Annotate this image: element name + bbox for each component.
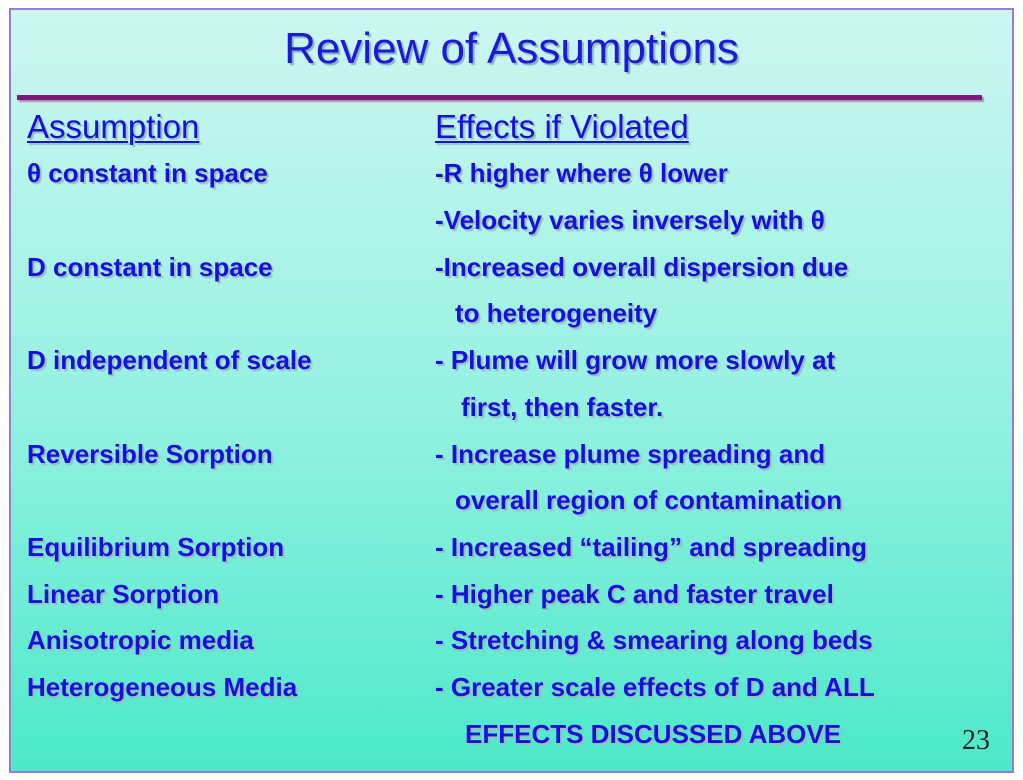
effect-cell: - Higher peak C and faster travel [435, 579, 834, 609]
effect-cell: - Increased “tailing” and spreading [435, 532, 867, 562]
effect-cell: -R higher where θ lower [435, 158, 728, 188]
effect-cell: - Greater scale effects of D and ALL [435, 672, 875, 702]
table-row [11, 392, 1011, 438]
table-row [11, 158, 1011, 204]
table-row [11, 298, 1011, 344]
table-row [11, 485, 1011, 531]
effect-cell: - Increase plume spreading and [435, 439, 826, 469]
slide-title: Review of Assumptions [284, 24, 739, 73]
effect-cell: - Stretching & smearing along beds [435, 625, 873, 655]
table-row [11, 205, 1011, 251]
assumption-cell: Anisotropic media [27, 625, 254, 655]
assumption-cell: Linear Sorption [27, 579, 220, 609]
assumption-cell: Equilibrium Sorption [27, 532, 285, 562]
effect-cell: EFFECTS DISCUSSED ABOVE [465, 719, 842, 749]
column-header-effects: Effects if Violated [435, 108, 689, 145]
assumption-cell: Heterogeneous Media [27, 672, 298, 702]
column-header-assumption: Assumption [27, 108, 200, 145]
assumption-cell: D constant in space [27, 252, 273, 282]
effect-cell: -Increased overall dispersion due [435, 252, 849, 282]
slide-number: 23 [962, 725, 990, 756]
table-row [11, 672, 1011, 718]
table-row [11, 625, 1011, 671]
effect-cell: to heterogeneity [455, 298, 658, 328]
table-row [11, 532, 1011, 578]
table-row [11, 345, 1011, 391]
effect-cell: -Velocity varies inversely with θ [435, 205, 825, 235]
effect-cell: - Plume will grow more slowly at [435, 345, 836, 375]
title-divider [17, 95, 982, 100]
effect-cell: first, then faster. [461, 392, 664, 422]
effect-cell: overall region of contamination [455, 485, 843, 515]
table-row [11, 252, 1011, 298]
table-row [11, 579, 1011, 625]
assumption-cell: D independent of scale [27, 345, 312, 375]
table-row [11, 439, 1011, 485]
assumption-cell: Reversible Sorption [27, 439, 273, 469]
assumption-cell: θ constant in space [27, 158, 268, 188]
slide [9, 8, 1014, 773]
table-row [11, 719, 1011, 765]
